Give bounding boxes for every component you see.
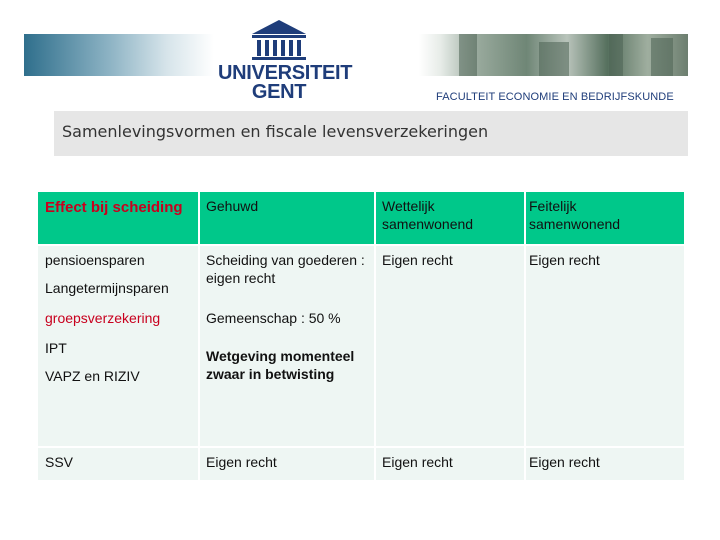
comparison-table [38,192,684,480]
ssv-wettelijk-cell [376,448,524,480]
banner-photo-left [24,34,214,76]
header-cell-feitelijk [526,192,684,244]
faculty-name: FACULTEIT ECONOMIE EN BEDRIJFSKUNDE [436,91,674,103]
logo-line1: UNIVERSITEIT [218,62,353,84]
ssv-feitelijk-text: Eigen recht [529,454,600,470]
column-feitelijk [526,246,684,446]
gehuwd-wetgeving-text: Wetgeving momenteel zwaar in betwisting [206,348,355,382]
header-feitelijk-label: Feitelijk samenwonend [529,198,621,232]
row-label-vapz: VAPZ en RIZIV [45,368,140,384]
feitelijk-main-text: Eigen recht [529,252,600,268]
banner-photo-right [419,34,688,76]
row-label-langetermijnsparen: Langetermijnsparen [45,280,169,296]
page-title: Samenlevingsvormen en fiscale levensverzekeringen [62,122,489,141]
column-wettelijk [376,246,524,446]
row-label-ssv: SSV [45,454,74,470]
ssv-gehuwd-text: Eigen recht [206,454,277,470]
ugent-logo [218,18,353,108]
gehuwd-scheiding-text: Scheiding van goederen : eigen recht [206,252,365,286]
logo-line2: GENT [251,81,307,103]
header-wettelijk-label: Wettelijk samenwonend [382,198,474,232]
header-gehuwd-label: Gehuwd [206,198,259,214]
title-bar [54,111,688,156]
header-cell-effect [38,192,198,244]
gehuwd-gemeenschap-text: Gemeenschap : 50 % [206,310,341,326]
header-effect-label: Effect bij scheiding [45,199,183,216]
row-label-ipt: IPT [45,340,67,356]
row-label-pensioensparen: pensioensparen [45,252,145,268]
ugent-building-icon [248,18,310,64]
ssv-wettelijk-text: Eigen recht [382,454,453,470]
header-cell-gehuwd [200,192,374,244]
column-product-types [38,246,198,446]
wettelijk-main-text: Eigen recht [382,252,453,268]
column-gehuwd [200,246,374,446]
header-cell-wettelijk [376,192,524,244]
row-cell-ssv [38,448,198,480]
row-label-groepsverzekering: groepsverzekering [45,310,161,326]
ssv-gehuwd-cell [200,448,374,480]
header-banner [24,34,688,76]
ssv-feitelijk-cell [526,448,684,480]
